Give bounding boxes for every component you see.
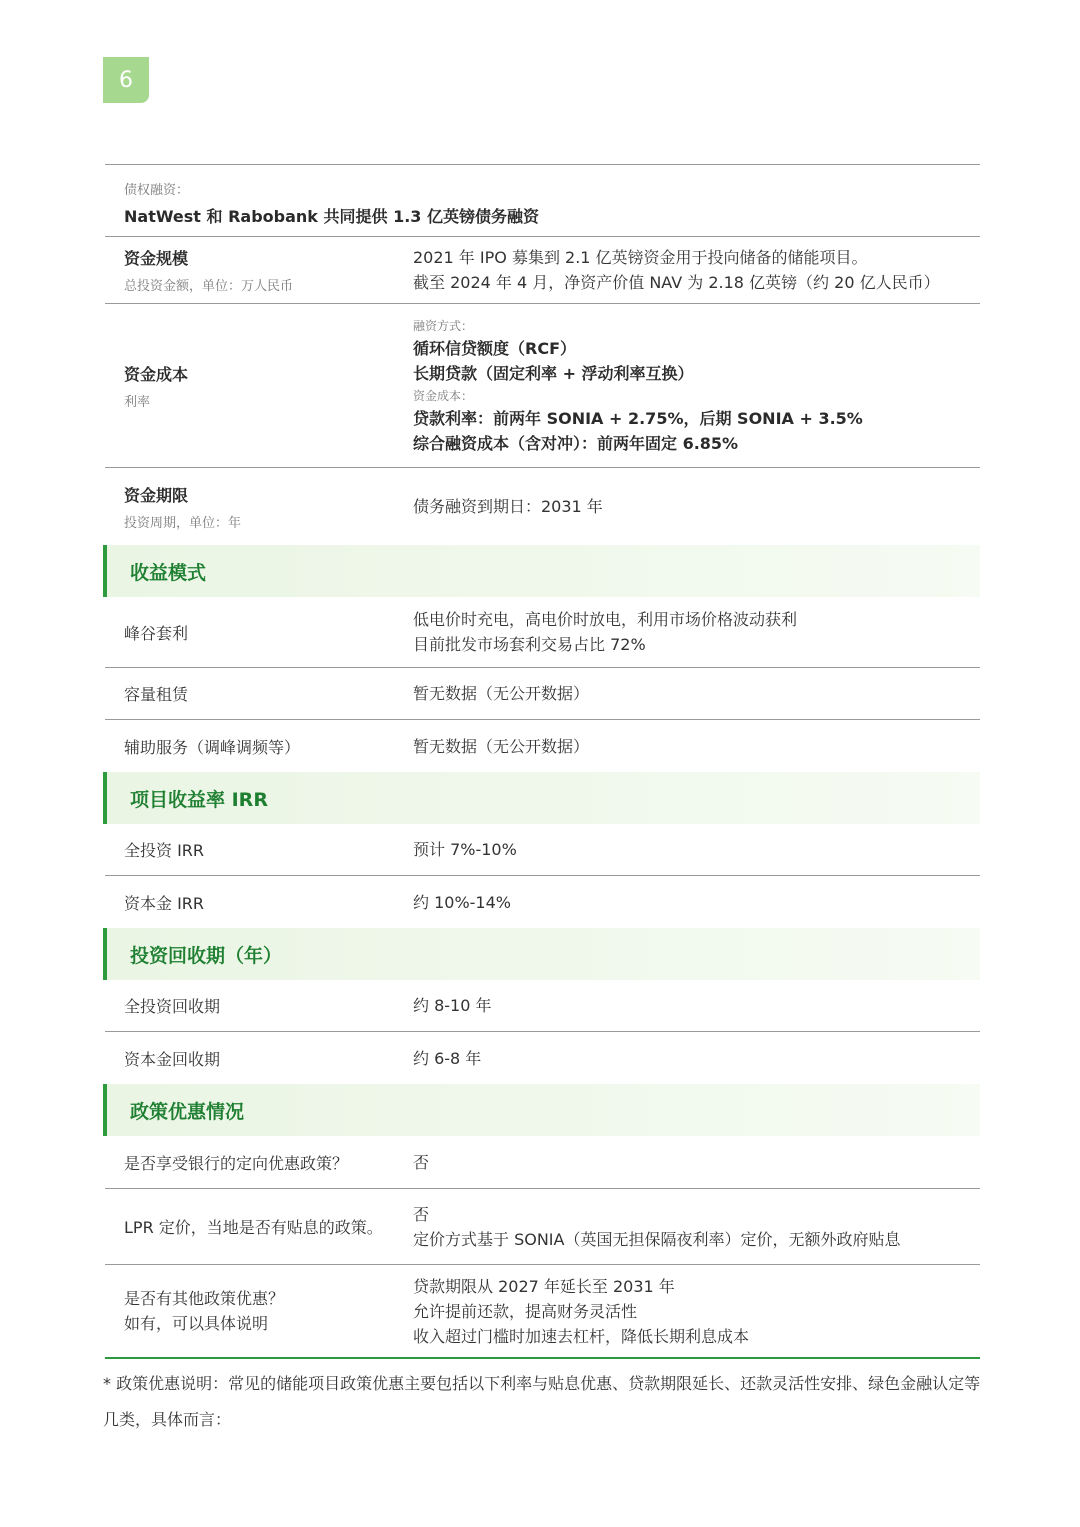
- revenue-label: 峰谷套利: [124, 623, 189, 643]
- section-policy: 政策优惠情况: [103, 1084, 980, 1136]
- policy-value: 贷款期限从 2027 年延长至 2031 年: [413, 1276, 675, 1296]
- revenue-row-capacity: [105, 668, 980, 720]
- method-2: 长期贷款（固定利率 + 浮动利率互换）: [413, 363, 694, 383]
- cost-line-2: 综合融资成本（含对冲）：前两年固定 6.85%: [413, 433, 739, 453]
- info-table: [105, 164, 980, 1359]
- payback-label: 全投资回收期: [124, 997, 221, 1016]
- payback-value: 约 8-10 年: [413, 996, 492, 1015]
- policy-label: 如有，可以具体说明: [124, 1314, 269, 1333]
- revenue-label: 辅助服务（调峰调频等）: [124, 737, 301, 757]
- policy-row-bank: [105, 1136, 980, 1189]
- policy-value: 收入超过门槛时加速去杠杆，降低长期利息成本: [413, 1326, 750, 1346]
- financing-method-label: 融资方式：: [413, 318, 474, 333]
- term-row: [105, 468, 980, 545]
- payback-row-total: [105, 980, 980, 1032]
- irr-row-total: [105, 824, 980, 876]
- payback-label: 资本金回收期: [124, 1049, 221, 1069]
- cost-sublabel: 利率: [124, 394, 151, 410]
- policy-value: 否: [413, 1152, 430, 1172]
- policy-value: 定价方式基于 SONIA（英国无担保隔夜利率）定价，无额外政府贴息: [413, 1229, 901, 1249]
- policy-value: 否: [413, 1204, 430, 1224]
- cost-detail-label: 资金成本：: [413, 388, 474, 403]
- financing-headline: NatWest 和 Rabobank 共同提供 1.3 亿英镑债务融资: [124, 207, 539, 226]
- payback-row-equity: [105, 1032, 980, 1084]
- section-payback: 投资回收期（年）: [103, 928, 980, 980]
- section-irr: 项目收益率 IRR: [103, 772, 980, 824]
- scale-label: 资金规模: [124, 249, 189, 268]
- policy-row-other: [105, 1265, 980, 1359]
- scale-line-2: 截至 2024 年 4 月，净资产价值 NAV 为 2.18 亿英镑（约 20 亿人民币）: [413, 273, 940, 292]
- revenue-value: 目前批发市场套利交易占比 72%: [413, 635, 646, 654]
- scale-line-1: 2021 年 IPO 募集到 2.1 亿英镑资金用于投向储备的储能项目。: [413, 248, 868, 267]
- irr-row-equity: [105, 876, 980, 928]
- irr-value: 预计 7%-10%: [413, 840, 517, 859]
- financing-block: [105, 165, 980, 237]
- policy-label: 是否享受银行的定向优惠政策？: [124, 1153, 349, 1173]
- payback-value: 约 6-8 年: [413, 1048, 482, 1068]
- term-value: 债务融资到期日：2031 年: [413, 497, 603, 516]
- page-number-badge: [103, 57, 149, 103]
- revenue-row-ancillary: [105, 720, 980, 772]
- policy-label: 是否有其他政策优惠？: [124, 1289, 285, 1308]
- financing-label: 债权融资：: [124, 183, 190, 198]
- revenue-row-arbitrage: [105, 597, 980, 668]
- scale-sublabel: 总投资金额，单位：万人民币: [124, 279, 294, 294]
- policy-row-lpr: [105, 1189, 980, 1265]
- policy-value: 允许提前还款，提高财务灵活性: [413, 1301, 638, 1321]
- method-1: 循环信贷额度（RCF）: [413, 338, 576, 358]
- policy-footnote: * 政策优惠说明：常见的储能项目政策优惠主要包括以下利率与贴息优惠、贷款期限延长、还款灵活性安排、绿色金融认定等几类，具体而言：: [103, 1374, 981, 1429]
- section-revenue: 收益模式: [103, 545, 980, 597]
- irr-label: 资本金 IRR: [124, 893, 205, 913]
- cost-label: 资金成本: [124, 364, 189, 384]
- revenue-value: 暂无数据（无公开数据）: [413, 736, 590, 756]
- cost-line-1: 贷款利率：前两年 SONIA + 2.75%，后期 SONIA + 3.5%: [413, 408, 863, 428]
- term-sublabel: 投资周期，单位：年: [124, 515, 242, 531]
- page-number: 6: [119, 67, 133, 93]
- policy-label: LPR 定价，当地是否有贴息的政策。: [124, 1218, 383, 1237]
- term-label: 资金期限: [124, 485, 189, 505]
- revenue-label: 容量租赁: [124, 685, 189, 704]
- cost-row: [105, 304, 980, 468]
- irr-value: 约 10%-14%: [413, 892, 511, 912]
- revenue-value: 暂无数据（无公开数据）: [413, 684, 590, 703]
- irr-label: 全投资 IRR: [124, 841, 205, 860]
- revenue-value: 低电价时充电，高电价时放电，利用市场价格波动获利: [413, 610, 798, 629]
- scale-row: [105, 237, 980, 304]
